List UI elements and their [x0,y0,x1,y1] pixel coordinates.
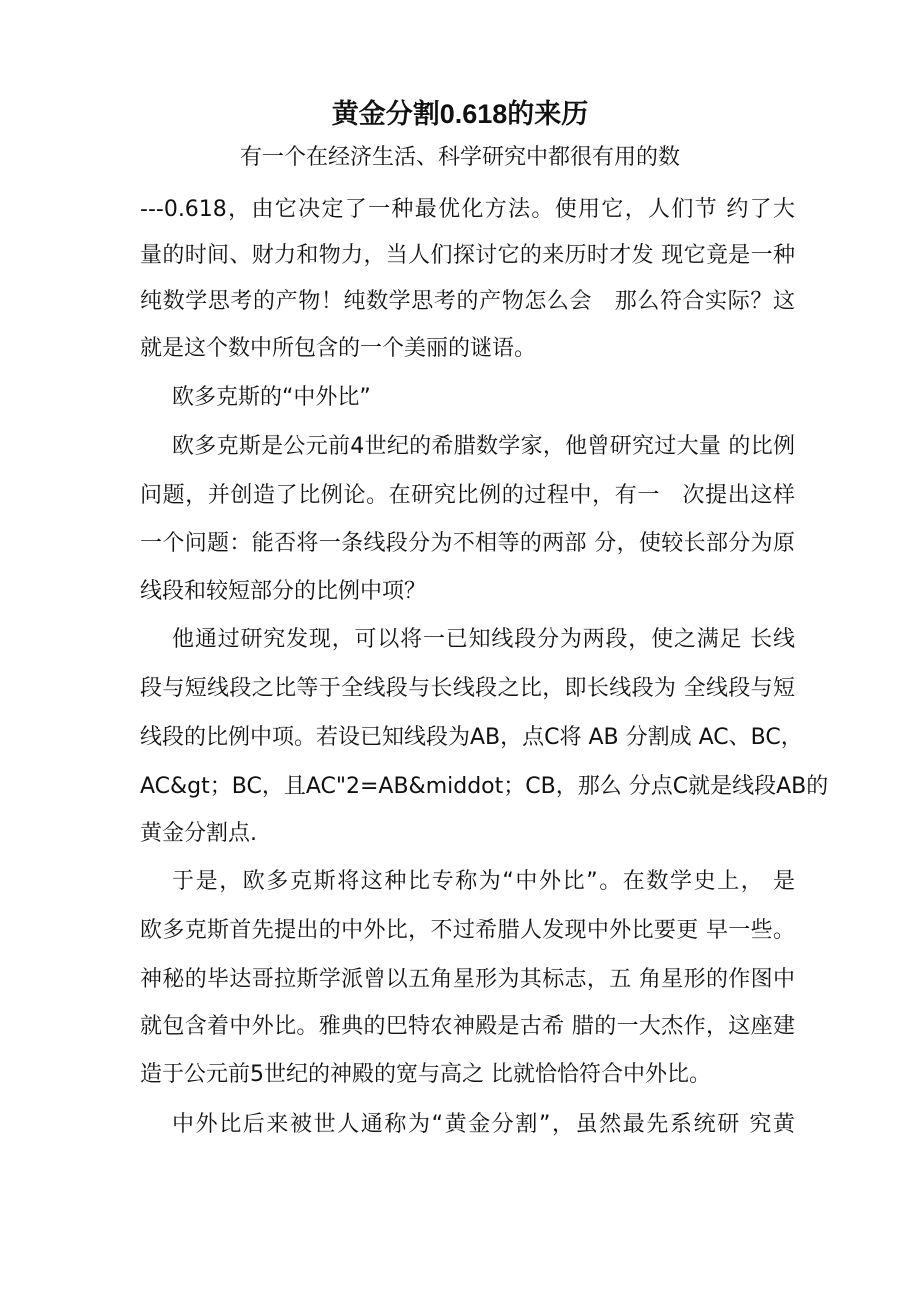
text-line: AC&gt；BC，且AC"2=AB&middot；CB，那么 分点C就是线段AB的 [140,774,829,799]
text-line: 线段和较短部分的比例中项？ [140,579,427,604]
text-line: 欧多克斯首先提出的中外比，不过希腊人发现中外比要更 早一些。 [140,918,795,943]
document-title: 黄金分割0.618的来历 [331,99,589,129]
text-line: 段与短线段之比等于全线段与长线段之比，即长线段为 全线段与短 [140,676,795,701]
text-line: 欧多克斯是公元前4世纪的希腊数学家，他曾研究过大量 的比例 [172,434,795,459]
text-line: 纯数学思考的产物！纯数学思考的产物怎么会 那么符合实际？这 [140,289,795,314]
text-line: 问题，并创造了比例论。在研究比例的过程中，有一 次提出这样 [140,483,795,508]
text-line: 黄金分割点. [140,821,257,846]
text-line: 中外比后来被世人通称为“黄金分割”，虽然最先系统研 究黄 [172,1112,795,1137]
section-heading: 欧多克斯的“中外比” [172,385,371,410]
text-line: 有一个在经济生活、科学研究中都很有用的数 [239,145,680,170]
text-line: ---0.618，由它决定了一种最优化方法。使用它，人们节 约了大 [140,197,795,222]
text-line: 量的时间、财力和物力，当人们探讨它的来历时才发 现它竟是一种 [140,243,795,268]
text-line: 一个问题：能否将一条线段分为不相等的两部 分，使较长部分为原 [140,531,795,556]
text-line: 就包含着中外比。雅典的巴特农神殿是古希 腊的一大杰作，这座建 [140,1014,795,1039]
text-line: 造于公元前5世纪的神殿的宽与高之 比就恰恰符合中外比。 [140,1062,711,1087]
text-line: 他通过研究发现，可以将一已知线段分为两段，使之满足 长线 [172,627,795,652]
text-line: 线段的比例中项。若设已知线段为AB，点C将 AB 分割成 AC、BC， [140,725,803,750]
text-line: 神秘的毕达哥拉斯学派曾以五角星形为其标志，五 角星形的作图中 [140,967,795,992]
text-line: 就是这个数中所包含的一个美丽的谜语。 [140,336,537,361]
text-line: 于是，欧多克斯将这种比专称为“中外比”。在数学史上， 是 [172,869,795,894]
